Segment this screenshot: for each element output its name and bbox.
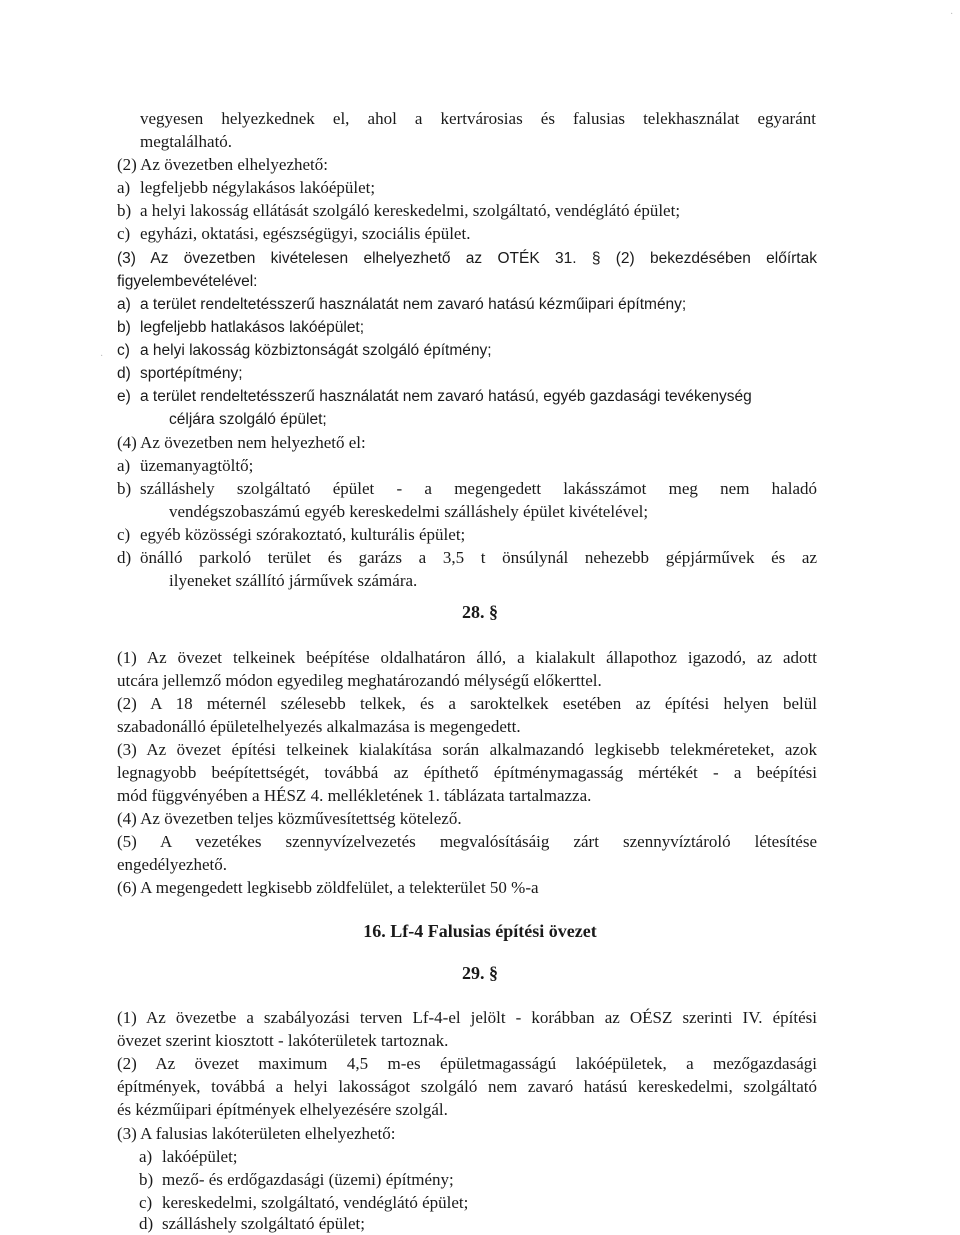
list-text-continued: ilyeneket szállító járművek számára. bbox=[169, 571, 418, 590]
section-29-heading: 29. § bbox=[462, 963, 498, 983]
list-label: a) bbox=[117, 178, 131, 197]
list-item bbox=[117, 477, 817, 523]
s28-p6: (6) A megengedett legkisebb zöldfelület, a telekterület 50 %-a bbox=[117, 878, 539, 897]
list-text: lakóépület; bbox=[162, 1147, 238, 1166]
list-label: d) bbox=[117, 365, 131, 382]
s28-p3-line-3: mód függvényében a HÉSZ 4. mellékletének 1. táblázata tartalmazza. bbox=[117, 786, 592, 805]
s28-p5-line-2: engedélyezhető. bbox=[117, 855, 227, 874]
s29-p2-line-2: építmények, továbbá a helyi lakosságot szolgáló nem zavaró hatású kereskedelmi, szolgáltató bbox=[117, 1077, 817, 1096]
list-text: a terület rendeltetésszerű használatát nem zavaró hatású kézműipari építmény; bbox=[140, 296, 687, 313]
list-label: c) bbox=[117, 525, 131, 544]
list-text: szálláshely szolgáltató épület; bbox=[162, 1214, 365, 1233]
list-text: legfeljebb négylakásos lakóépület; bbox=[140, 178, 376, 197]
list-text: önálló parkoló terület és garázs a 3,5 t önsúlynál nehezebb gépjárművek és az bbox=[140, 548, 817, 567]
s28-p1-line-1: (1) Az övezet telkeinek beépítése oldalhatáron álló, a kialakult állapothoz igazodó, az adott bbox=[117, 648, 817, 667]
list-text: üzemanyagtöltő; bbox=[140, 456, 254, 475]
s28-p5-line-1: (5) A vezetékes szennyvízelvezetés megvalósításáig zárt szennyvíztároló létesítése bbox=[117, 832, 817, 851]
s28-p2-line-1: (2) A 18 méternél szélesebb telkek, és a saroktelkek esetében az építési helyen belül bbox=[117, 694, 817, 713]
paragraph-3-line-1: (3) Az övezetben kivételesen elhelyezhető az OTÉK 31. § (2) bekezdésében előírtak bbox=[117, 250, 817, 267]
list-label: e) bbox=[117, 388, 131, 405]
intro-line-2: megtalálható. bbox=[140, 132, 233, 151]
paragraph-2-heading: (2) Az övezetben elhelyezhető: bbox=[117, 155, 328, 174]
list-text-continued: vendégszobaszámú egyéb kereskedelmi szálláshely épület kivételével; bbox=[169, 502, 649, 521]
s28-p3-line-1: (3) Az övezet építési telkeinek kialakítása során alkalmazandó legkisebb telekméreteket, azok bbox=[117, 740, 817, 759]
s29-p1-line-1: (1) Az övezetbe a szabályozási terven Lf-4-el jelölt - korábban az OÉSZ szerinti IV. építési bbox=[117, 1008, 817, 1027]
list-text-continued: céljára szolgáló épület; bbox=[169, 411, 327, 428]
list-text: legfeljebb hatlakásos lakóépület; bbox=[140, 319, 365, 336]
s29-p2-line-3: és kézműipari építmények elhelyezésére szolgál. bbox=[117, 1100, 448, 1119]
list-text: kereskedelmi, szolgáltató, vendéglátó épület; bbox=[162, 1193, 469, 1212]
section-28-heading: 28. § bbox=[462, 602, 498, 622]
list-label: c) bbox=[117, 342, 130, 359]
list-label: b) bbox=[117, 201, 132, 220]
scan-mark: · bbox=[100, 351, 104, 362]
s28-p1-line-2: utcára jellemző módon egyedileg meghatározandó mélységű előkerttel. bbox=[117, 671, 602, 690]
list-label: b) bbox=[117, 479, 132, 498]
s29-p1-line-2: övezet szerint kiosztott - lakóterületek tartoznak. bbox=[117, 1031, 449, 1050]
section-16-heading: 16. Lf-4 Falusias építési övezet bbox=[363, 921, 597, 941]
s28-p4: (4) Az övezetben teljes közművesítettség kötelező. bbox=[117, 809, 462, 828]
list-label: d) bbox=[117, 548, 132, 567]
scan-mark: · bbox=[950, 9, 954, 20]
list-text: a terület rendeltetésszerű használatát nem zavaró hatású, egyéb gazdasági tevékenység bbox=[140, 388, 752, 405]
s28-p3-line-2: legnagyobb beépítettségét, továbbá az építhető építménymagasság mértékét - a beépítési bbox=[117, 763, 817, 782]
list-label: c) bbox=[117, 224, 131, 243]
s28-p2-line-2: szabadonálló épületelhelyezés alkalmazása is megengedett. bbox=[117, 717, 521, 736]
list-label: b) bbox=[139, 1170, 154, 1189]
list-item bbox=[117, 546, 817, 592]
list-label: c) bbox=[139, 1193, 153, 1212]
list-label: b) bbox=[117, 319, 131, 336]
list-label: a) bbox=[117, 456, 131, 475]
list-label: a) bbox=[139, 1147, 153, 1166]
list-text: szálláshely szolgáltató épület - a megengedett lakásszámot meg nem haladó bbox=[140, 479, 817, 498]
list-text: mező- és erdőgazdasági (üzemi) építmény; bbox=[162, 1170, 454, 1189]
list-text: egyházi, oktatási, egészségügyi, szociális épület. bbox=[140, 224, 471, 243]
paragraph-3-line-2: figyelembevételével: bbox=[117, 273, 258, 290]
list-text: egyéb közösségi szórakoztató, kulturális épület; bbox=[140, 525, 466, 544]
s29-p2-line-1: (2) Az övezet maximum 4,5 m-es épületmagasságú lakóépületek, a mezőgazdasági bbox=[117, 1054, 817, 1073]
list-label: d) bbox=[139, 1214, 154, 1233]
list-text: a helyi lakosság közbiztonságát szolgáló építmény; bbox=[140, 342, 492, 359]
list-text: sportépítmény; bbox=[140, 365, 243, 382]
intro-line-1: vegyesen helyezkednek el, ahol a kertvárosias és falusias telekhasználat egyaránt bbox=[140, 109, 816, 128]
list-text: a helyi lakosság ellátását szolgáló kereskedelmi, szolgáltató, vendéglátó épület; bbox=[140, 201, 681, 220]
s29-p3-heading: (3) A falusias lakóterületen elhelyezhető: bbox=[117, 1124, 396, 1143]
paragraph-4-heading: (4) Az övezetben nem helyezhető el: bbox=[117, 433, 366, 452]
list-label: a) bbox=[117, 296, 131, 313]
